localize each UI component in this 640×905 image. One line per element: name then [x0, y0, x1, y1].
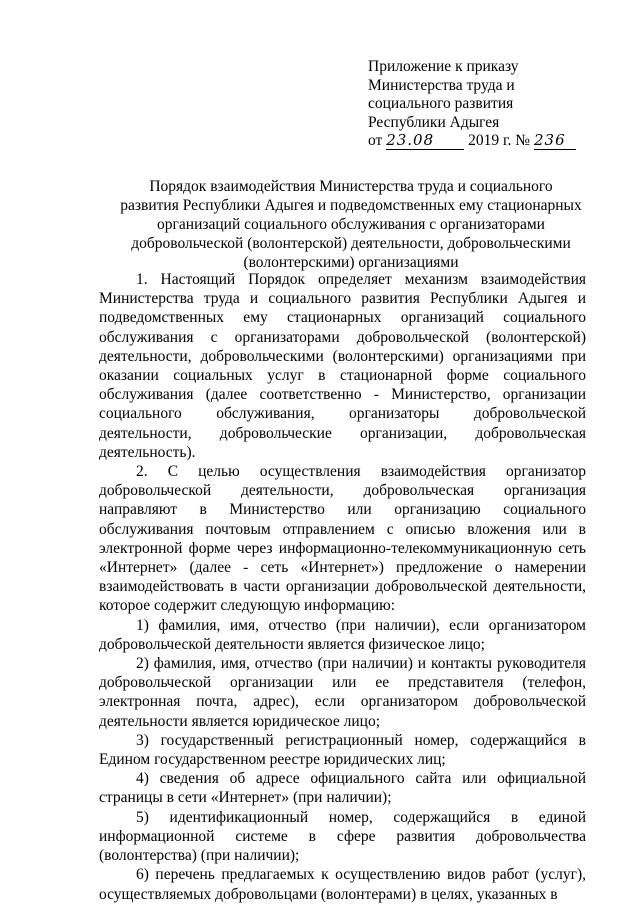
appendix-line-1: Приложение к приказу [368, 58, 519, 75]
title-line-3: организаций социального обслуживания с организаторами [157, 216, 545, 233]
title-line-1: Порядок взаимодействия Министерства труда и социального [149, 178, 553, 195]
order-year-number-label: 2019 г. № [468, 132, 531, 149]
paragraph-1: 1. Настоящий Порядок определяет механизм взаимодействия Министерства труда и социального развития Республики Адыгея и подведомственных ему стационарных организаций социального обслуживания с организаторами добровольческой (волонтерской) деятельности, добровольческими (волонтерскими) организациями при оказании социальных услуг в стационарной форме социального обслуживания (далее соответственно - Министерство, организации социального обслуживания, организаторы добровольческой деятельности, добровольческие организации, добровольческая деятельность). [99, 271, 586, 461]
list-item-3: 3) государственный регистрационный номер, содержащийся в Едином государственном реестре юридических лиц; [99, 731, 586, 769]
list-item-6: 6) перечень предлагаемых к осуществлению видов работ (услуг), осуществляемых добровольцами (волонтерами) в целях, указанных в [99, 866, 586, 903]
appendix-line-4: Республики Адыгея [368, 113, 500, 131]
title-line-4: добровольческой (волонтерской) деятельности, добровольческими [131, 235, 571, 252]
handwritten-date: 23.08 [386, 131, 435, 149]
appendix-line-2: Министерства труда и [368, 76, 515, 94]
handwritten-number: 236 [533, 131, 566, 149]
date-prefix: от [368, 132, 383, 149]
appendix-header [368, 58, 576, 151]
document-body [99, 270, 586, 904]
list-item-4: 4) сведения об адресе официального сайта или официальной страницы в сети «Интернет» (при наличии); [99, 770, 586, 807]
title-line-5: (волонтерскими) организациями [243, 254, 459, 271]
list-item-5: 5) идентификационный номер, содержащийся в единой информационной системе в сфере развития добровольчества (волонтерства) (при наличии); [99, 808, 586, 865]
paragraph-2: 2. С целью осуществления взаимодействия организатор добровольческой деятельности, добровольческая организация направляют в Министерство или организацию социального обслуживания почтовым отправлением с описью вложения или в электронной форме через информационно-телекоммуникационную сеть «Интернет» (далее - сеть «Интернет») предложение о намерении взаимодействовать в части организации добровольческой деятельности, которое содержит следующую информацию: [99, 463, 586, 615]
appendix-date-line [368, 132, 576, 151]
handwritten-date-field [386, 132, 464, 150]
list-item-2: 2) фамилия, имя, отчество (при наличии) и контакты руководителя добровольческой организации или ее представителя (телефон, электронная почта, адрес), если организатором добровольческой деятельности является юридическое лицо; [99, 655, 586, 730]
list-item-1: 1) фамилия, имя, отчество (при наличии), если организатором добровольческой деятельности является физическое лицо; [99, 616, 586, 653]
appendix-line-3: социального развития [368, 95, 514, 112]
handwritten-number-field [534, 132, 576, 150]
title-line-2: развития Республики Адыгея и подведомственных ему стационарных [120, 197, 582, 214]
document-title [104, 177, 598, 272]
